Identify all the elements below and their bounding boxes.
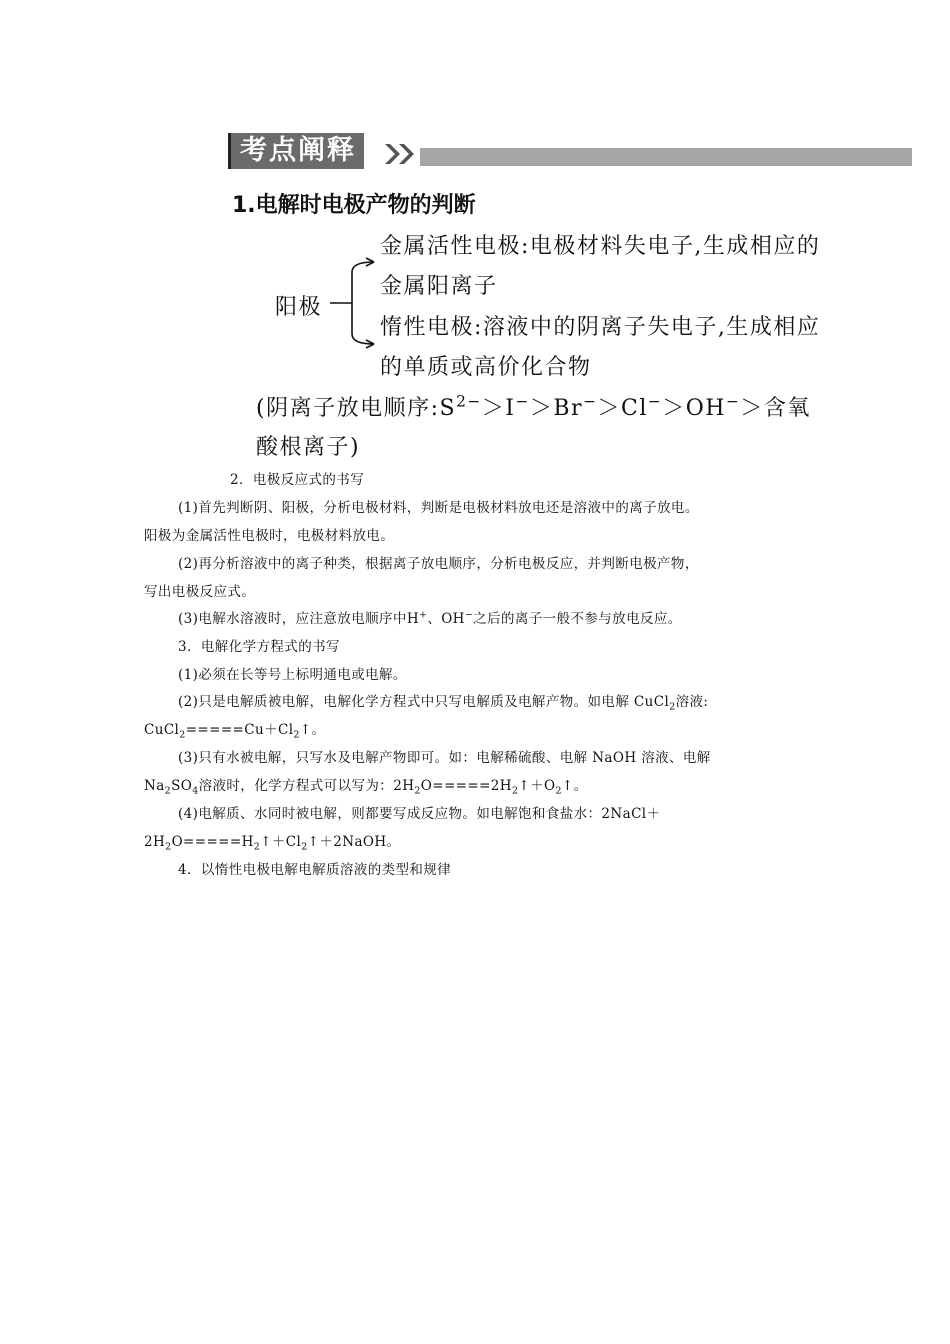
section-banner-label: 考点阐释: [228, 133, 364, 169]
branch-arrows-diagram: [322, 240, 384, 360]
double-chevron-icon: [383, 140, 419, 168]
section-4-title: 4．以惰性电极电解电解质溶液的类型和规律: [178, 862, 452, 878]
anion-discharge-order-line-2: 酸根离子): [256, 435, 361, 460]
anion-discharge-order-line-1: (阴离子放电顺序$:S^{2-}>I^->Br^->Cl^->OH^->$含氧: [256, 392, 811, 421]
s2-p1-line-1: (1)首先判断阴、阳极，分析电极材料，判断是电极材料放电还是溶液中的离子放电。: [178, 500, 699, 516]
section-1-title: 1.电解时电极产物的判断: [232, 193, 476, 218]
s2-p2-line-2: 写出电极反应式。: [144, 584, 256, 600]
anode-label: 阳极: [275, 295, 323, 320]
section-2-title: 2．电极反应式的书写: [230, 472, 365, 488]
s2-p2-line-1: (2)再分析溶液中的离子种类，根据离子放电顺序，分析电极反应，并判断电极产物，: [178, 556, 699, 572]
s2-p3: (3)电解水溶液时，应注意放电顺序中H+、OH−之后的离子一般不参与放电反应。: [178, 609, 682, 627]
inert-electrode-line-2: 的单质或高价化合物: [380, 355, 592, 380]
inert-electrode-line-1: 惰性电极:溶液中的阴离子失电子,生成相应: [380, 315, 821, 340]
s3-p2-line-2: $CuCl_2=====Cu+Cl_2↑$。: [144, 722, 326, 741]
active-electrode-line-2: 金属阳离子: [380, 274, 498, 299]
s3-p2-line-1: (2)只是电解质被电解，电解化学方程式中只写电解质及电解产物。如电解 CuCl$_2$溶液:: [178, 694, 709, 713]
s3-p3-line-2: $Na_2SO_4$溶液时，化学方程式可以写为：$2H_2O=====2H_2↑+O_2↑$。: [144, 778, 588, 797]
active-electrode-line-1: 金属活性电极:电极材料失电子,生成相应的: [380, 234, 821, 259]
s3-p4-line-2: $2H_2O=====H_2↑+Cl_2↑+2NaOH$。: [144, 834, 401, 853]
section-3-title: 3．电解化学方程式的书写: [178, 639, 340, 655]
s3-p4-line-1: (4)电解质、水同时被电解，则都要写成反应物。如电解饱和食盐水：2NaCl＋: [178, 806, 661, 822]
banner-bar: [420, 148, 912, 166]
s3-p3-line-1: (3)只有水被电解，只写水及电解产物即可。如：电解稀硫酸、电解 NaOH 溶液、电解: [178, 750, 711, 766]
s2-p1-line-2: 阳极为金属活性电极时，电极材料放电。: [144, 528, 395, 544]
s3-p1: (1)必须在长等号上标明通电或电解。: [178, 667, 407, 683]
